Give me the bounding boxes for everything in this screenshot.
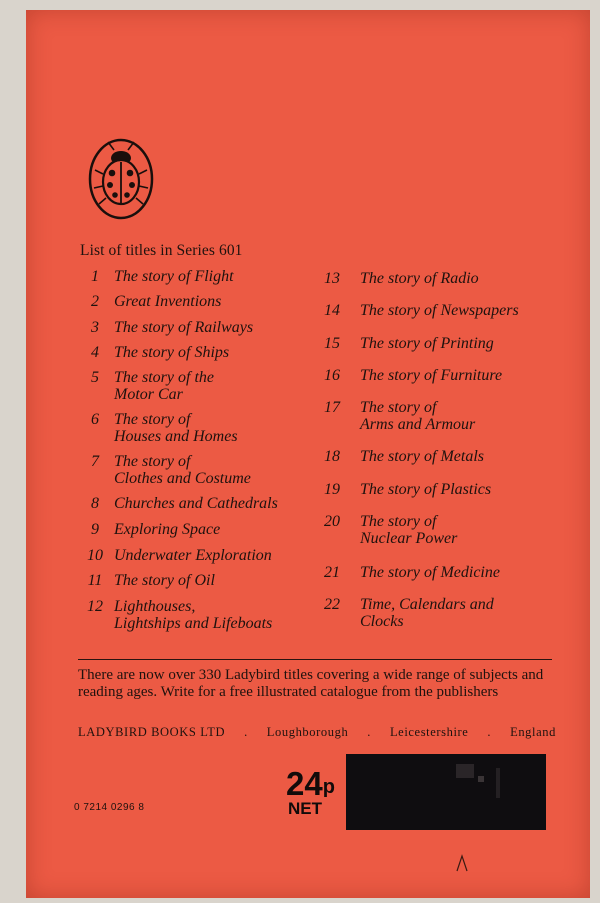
title-text: The story of Clothes and Costume <box>114 453 251 487</box>
price-sticker-patch <box>346 754 546 830</box>
title-number: 5 <box>91 369 99 386</box>
title-text: Great Inventions <box>114 293 222 310</box>
title-number: 2 <box>91 293 99 310</box>
sticker-scuff <box>456 764 474 778</box>
title-number: 19 <box>324 481 340 498</box>
isbn-number: 0 7214 0296 8 <box>74 802 145 813</box>
divider-rule <box>78 659 552 660</box>
title-number: 15 <box>324 335 340 352</box>
title-number: 1 <box>91 268 99 285</box>
title-number: 10 <box>87 547 103 564</box>
title-text: The story of Arms and Armour <box>360 399 476 433</box>
title-number: 22 <box>324 596 340 613</box>
catalogue-notice: There are now over 330 Ladybird titles covering a wide range of subjects and reading ages. Write for a free illustrated catalogue from the publishers <box>78 667 544 700</box>
title-number: 21 <box>324 564 340 581</box>
ladybird-icon <box>88 138 154 220</box>
title-number: 9 <box>91 521 99 538</box>
title-text: The story of Oil <box>114 572 215 589</box>
sticker-scuff <box>478 776 484 782</box>
title-text: The story of Radio <box>360 270 479 287</box>
title-number: 8 <box>91 495 99 512</box>
title-text: Underwater Exploration <box>114 547 272 564</box>
publisher-line <box>78 725 556 740</box>
title-text: Lighthouses, Lightships and Lifeboats <box>114 598 273 632</box>
publisher-county: Leicestershire <box>389 725 469 739</box>
title-text: The story of Nuclear Power <box>360 513 458 547</box>
publisher-town: Loughborough <box>266 725 349 739</box>
separator-dot: . <box>244 725 248 739</box>
title-number: 6 <box>91 411 99 428</box>
title-text: The story of the Motor Car <box>114 369 214 403</box>
title-number: 3 <box>91 319 99 336</box>
separator-dot: . <box>487 725 492 739</box>
title-number: 16 <box>324 367 340 384</box>
title-number: 18 <box>324 448 340 465</box>
price-unit: p <box>322 776 335 798</box>
wear-mark <box>456 854 468 872</box>
series-list-heading: List of titles in Series 601 <box>80 242 243 259</box>
sticker-scuff <box>496 768 500 798</box>
title-text: The story of Newspapers <box>360 302 519 319</box>
title-number: 13 <box>324 270 340 287</box>
title-text: The story of Furniture <box>360 367 503 384</box>
title-number: 12 <box>87 598 103 615</box>
title-text: Churches and Cathedrals <box>114 495 278 512</box>
title-text: Exploring Space <box>114 521 221 538</box>
price-net-label: NET <box>288 799 322 818</box>
publisher-country: England <box>510 725 556 739</box>
separator-dot: . <box>367 725 371 739</box>
title-number: 14 <box>324 302 340 319</box>
publisher-name: LADYBIRD BOOKS LTD <box>78 725 226 739</box>
title-text: The story of Flight <box>114 268 234 285</box>
title-text: The story of Railways <box>114 319 254 336</box>
title-text: The story of Printing <box>360 335 494 352</box>
title-text: The story of Plastics <box>360 481 492 498</box>
price-amount: 24 <box>286 765 323 802</box>
title-text: The story of Houses and Homes <box>114 411 238 445</box>
title-number: 7 <box>91 453 99 470</box>
title-number: 20 <box>324 513 340 530</box>
title-text: The story of Ships <box>114 344 230 361</box>
title-number: 17 <box>324 399 340 416</box>
title-number: 4 <box>91 344 99 361</box>
title-number: 11 <box>87 572 103 589</box>
title-text: The story of Medicine <box>360 564 500 581</box>
back-cover <box>26 10 590 898</box>
title-text: The story of Metals <box>360 448 484 465</box>
title-text: Time, Calendars and Clocks <box>360 596 494 630</box>
